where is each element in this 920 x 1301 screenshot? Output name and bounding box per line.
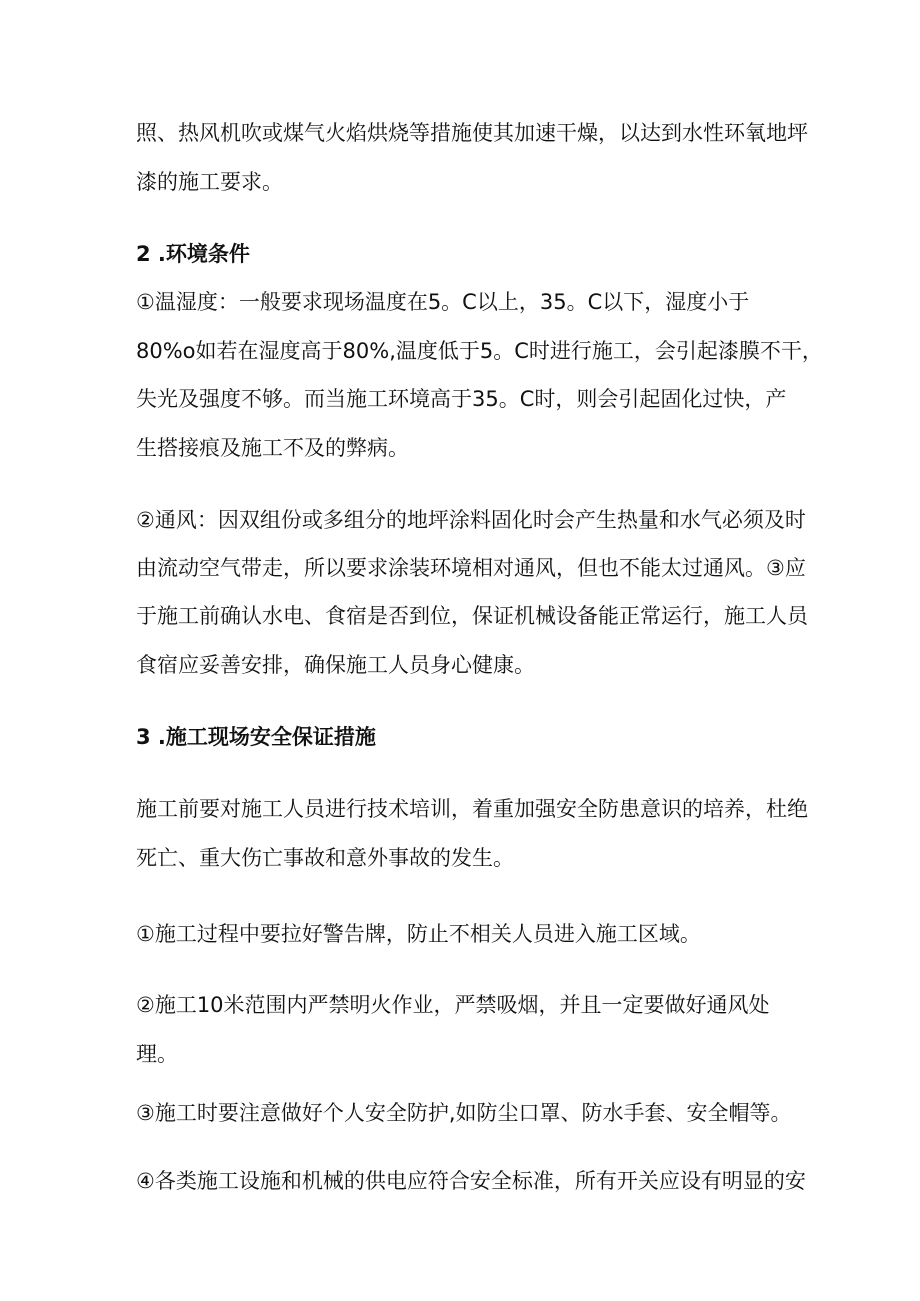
list-item: ④各类施工设施和机械的供电应符合安全标准，所有开关应设有明显的安: [136, 1169, 806, 1193]
paragraph-line: ②通风：因双组份或多组分的地坪涂料固化时会产生热量和水气必须及时: [136, 508, 806, 532]
paragraph-line: 死亡、重大伤亡事故和意外事故的发生。: [136, 846, 514, 870]
section-heading-safety: 3 .施工现场安全保证措施: [136, 725, 376, 749]
paragraph-line: 理。: [136, 1042, 178, 1066]
paragraph-line: 漆的施工要求。: [136, 170, 283, 194]
paragraph-line: 施工前要对施工人员进行技术培训，着重加强安全防患意识的培养，杜绝: [136, 797, 808, 821]
section-heading-environment: 2 .环境条件: [136, 242, 250, 266]
paragraph-line: ②施工10米范围内严禁明火作业，严禁吸烟，并且一定要做好通风处: [136, 993, 770, 1017]
paragraph-line: 食宿应妥善安排，确保施工人员身心健康。: [136, 653, 535, 677]
paragraph-line: 于施工前确认水电、食宿是否到位，保证机械设备能正常运行，施工人员: [136, 604, 808, 628]
paragraph-line: 失光及强度不够。而当施工环境高于35。C时，则会引起固化过快，产: [136, 387, 787, 411]
paragraph-line: 由流动空气带走，所以要求涂装环境相对通风，但也不能太过通风。③应: [136, 556, 806, 580]
list-item: ③施工时要注意做好个人安全防护,如防尘口罩、防水手套、安全帽等。: [136, 1101, 792, 1125]
list-item: ①施工过程中要拉好警告牌，防止不相关人员进入施工区域。: [136, 922, 701, 946]
paragraph-line: 80%o如若在湿度高于80%,温度低于5。C时进行施工，会引起漆膜不干，: [136, 339, 823, 363]
paragraph-line: ①温湿度：一般要求现场温度在5。C以上，35。C以下，湿度小于: [136, 290, 750, 314]
paragraph-line: 生搭接痕及施工不及的弊病。: [136, 436, 409, 460]
paragraph-line: 照、热风机吹或煤气火焰烘烧等措施使其加速干燥，以达到水性环氧地坪: [136, 121, 808, 145]
